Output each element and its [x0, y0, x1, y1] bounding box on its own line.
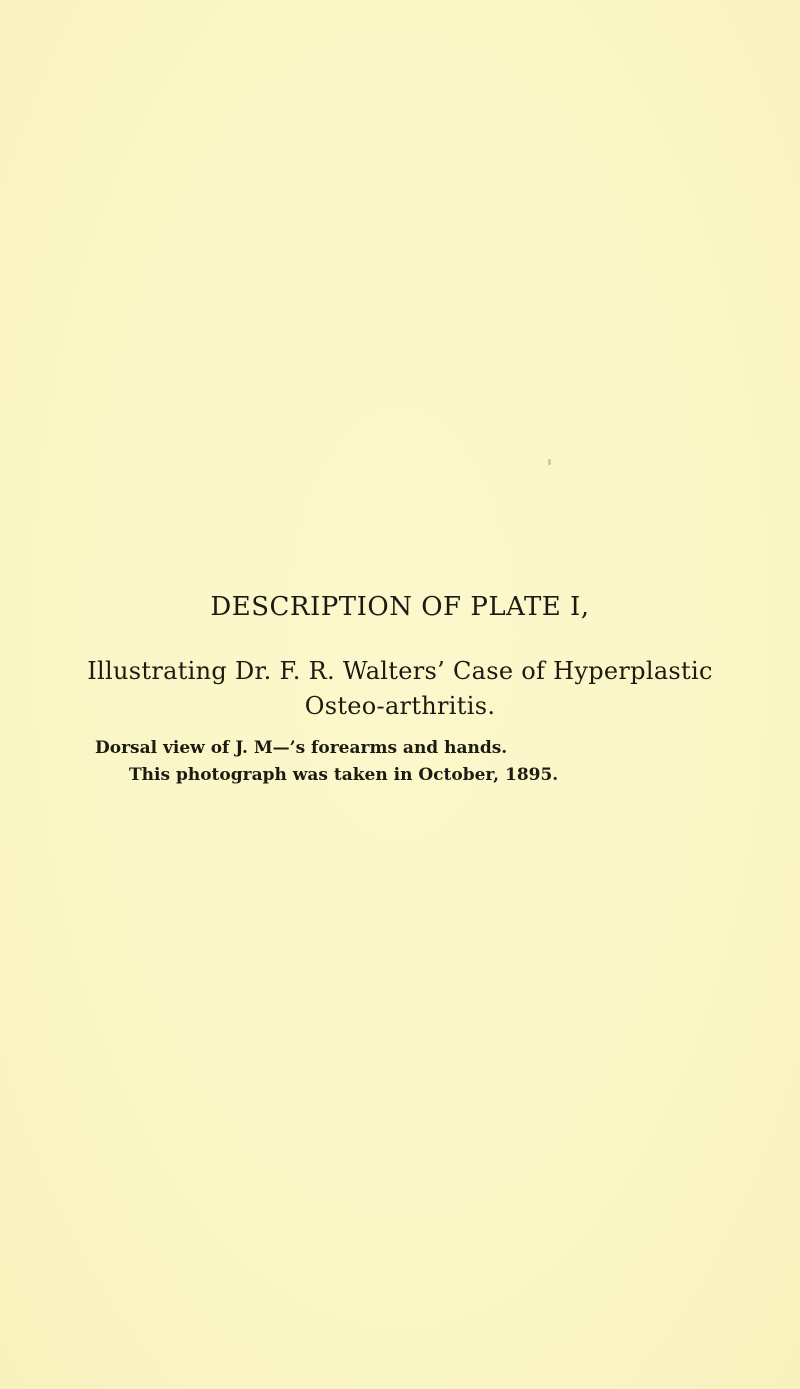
plate-subtitle-line-1: Illustrating Dr. F. R. Walters’ Case of Hyperplastic — [87, 657, 713, 685]
plate-subtitle-line-2: Osteo-arthritis. — [304, 692, 496, 720]
paper-speck — [548, 459, 551, 465]
plate-heading: DESCRIPTION OF PLATE I, — [210, 592, 590, 622]
plate-caption-line-1: Dorsal view of J. M—’s forearms and hands. — [95, 738, 508, 758]
plate-caption-line-2: This photograph was taken in October, 1895. — [129, 765, 559, 785]
